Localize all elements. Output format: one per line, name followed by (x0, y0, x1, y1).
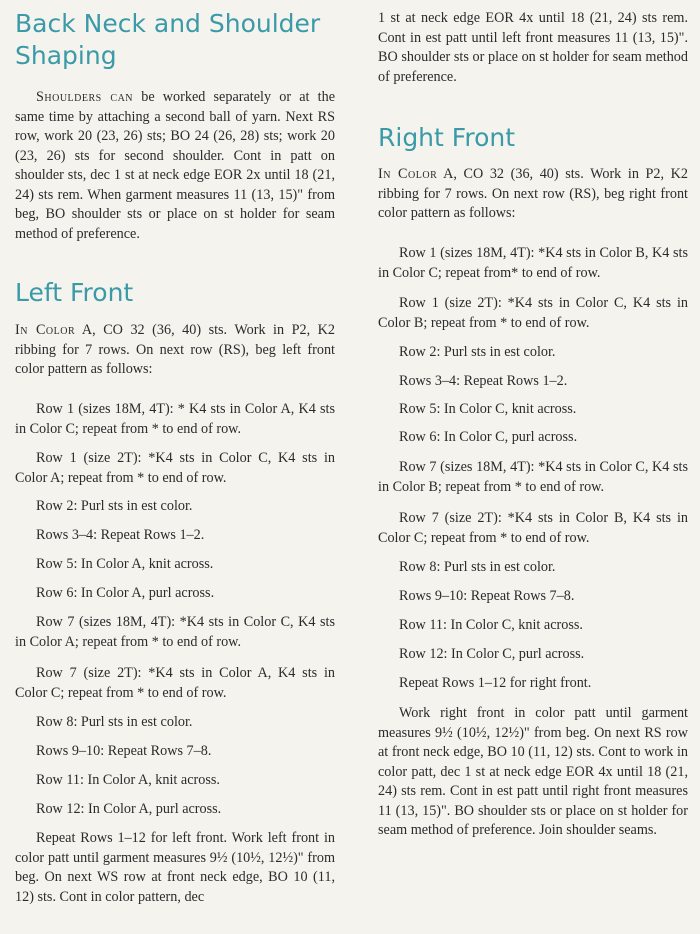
right-row-item: Row 6: In Color C, purl across. (399, 429, 578, 445)
left-front-lead: In Color (15, 322, 76, 338)
right-front-lead: In Color (378, 166, 438, 182)
right-row-item: Row 8: Purl sts in est color. (399, 559, 556, 575)
back-text: be worked separately or at the same time by attaching a second ball of yarn. Next RS row, work 20 (23, 26) sts; BO 24 (26, 28) sts; work 20 (23, 26) sts for second shoulder. Cont in patt on shoulder sts, dec 1 st at neck edge EOR 2x until 18 (21, 24) sts rem. When garment measures 11 (13, 15)" from beg, BO shoulder sts or place on st holder for seam method of preference. (15, 89, 335, 242)
right-row-item: Row 2: Purl sts in est color. (399, 344, 556, 360)
right-row-item: Row 7 (sizes 18M, 4T): *K4 sts in Color C, K4 sts in Color B; repeat from * to end of row. (378, 459, 688, 495)
right-row-item: Rows 3–4: Repeat Rows 1–2. (399, 373, 568, 389)
heading-back-neck: Back Neck and Shoulder Shaping (15, 9, 321, 70)
left-row-item: Row 12: In Color A, purl across. (36, 801, 222, 817)
right-row-item: Row 1 (size 2T): *K4 sts in Color C, K4 sts in Color B; repeat from * to end of row. (378, 295, 688, 331)
left-row-item: Row 5: In Color A, knit across. (36, 556, 214, 572)
back-neck-paragraph (15, 88, 335, 244)
left-row-item: Row 7 (size 2T): *K4 sts in Color A, K4 sts in Color C; repeat from * to end of row. (15, 665, 335, 701)
left-row-item: Row 2: Purl sts in est color. (36, 498, 193, 514)
right-closing-paragraph: Work right front in color patt until garment measures 9½ (10½, 12½)" from beg. On next RS row at front neck edge, BO 10 (11, 12) sts. Cont to work in color patt, dec 1 st at neck edge EOR 4x until 18 (21, 24) sts rem. Cont in est patt until right front measures 11 (13, 15)". BO shoulder sts or place on st holder for seam method of preference. Join shoulder seams. (378, 705, 688, 838)
left-closing-paragraph: Repeat Rows 1–12 for left front. Work left front in color patt until garment measures 9½ (10½, 12½)" from beg. On next WS row at front neck edge, BO 10 (11, 12) sts. Cont in color pattern, dec (15, 830, 335, 905)
right-row-item: Row 5: In Color C, knit across. (399, 401, 577, 417)
left-front-intro (15, 321, 335, 380)
right-row-item: Repeat Rows 1–12 for right front. (399, 675, 592, 691)
right-row-item: Row 1 (sizes 18M, 4T): *K4 sts in Color B, K4 sts in Color C; repeat from* to end of row. (378, 245, 688, 281)
right-row-item: Row 7 (size 2T): *K4 sts in Color B, K4 sts in Color C; repeat from * to end of row. (378, 510, 688, 546)
right-front-text: A, CO 32 (36, 40) sts. Work in P2, K2 ribbing for 7 rows. On next row (RS), beg right front color pattern as follows: (378, 166, 689, 221)
left-row-item: Row 6: In Color A, purl across. (36, 585, 215, 601)
left-row-item: Row 7 (sizes 18M, 4T): *K4 sts in Color C, K4 sts in Color A; repeat from * to end of row. (15, 614, 335, 650)
left-row-item: Row 11: In Color A, knit across. (36, 772, 220, 788)
back-lead: Shoulders can (36, 89, 134, 105)
left-front-text: A, CO 32 (36, 40) sts. Work in P2, K2 ribbing for 7 rows. On next row (RS), beg left front color pattern as follows: (15, 322, 336, 377)
left-row-item: Row 1 (size 2T): *K4 sts in Color C, K4 sts in Color A; repeat from * to end of row. (15, 450, 335, 486)
heading-right-front: Right Front (378, 123, 516, 152)
left-row-item: Rows 9–10: Repeat Rows 7–8. (36, 743, 212, 759)
right-row-item: Row 11: In Color C, knit across. (399, 617, 583, 633)
continued-paragraph: 1 st at neck edge EOR 4x until 18 (21, 24) sts rem. Cont in est patt until left front measures 11 (13, 15)". BO shoulder sts or place on st holder for seam method of preference. (378, 10, 688, 85)
left-row-item: Row 8: Purl sts in est color. (36, 714, 193, 730)
right-row-item: Row 12: In Color C, purl across. (399, 646, 585, 662)
right-front-intro (378, 165, 688, 224)
left-row-item: Rows 3–4: Repeat Rows 1–2. (36, 527, 205, 543)
left-row-item: Row 1 (sizes 18M, 4T): * K4 sts in Color A, K4 sts in Color C; repeat from * to end of row. (15, 401, 335, 437)
heading-left-front: Left Front (15, 278, 134, 307)
right-row-item: Rows 9–10: Repeat Rows 7–8. (399, 588, 575, 604)
